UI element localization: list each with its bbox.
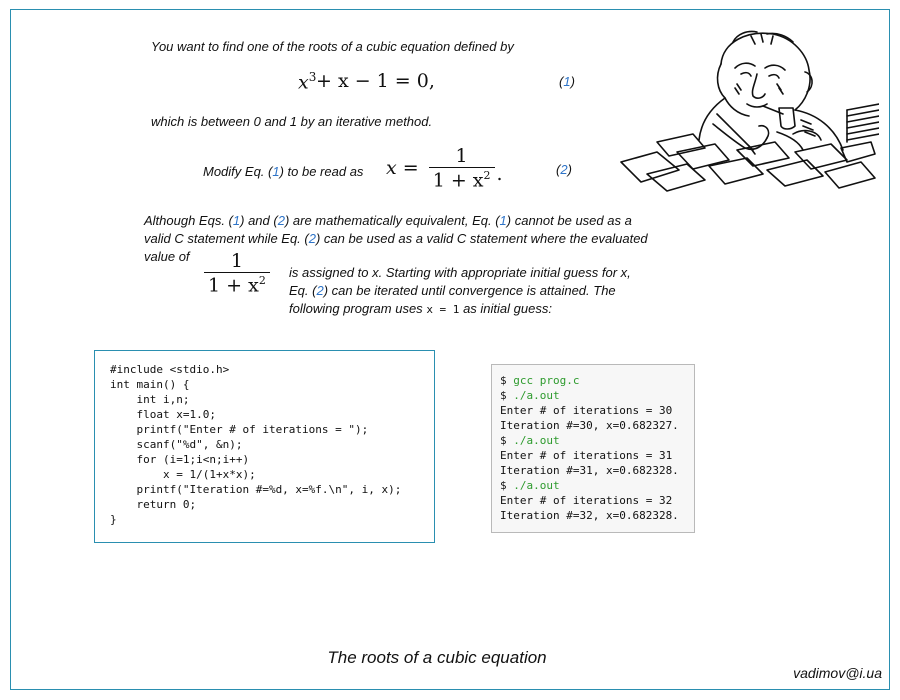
terminal-line bbox=[500, 478, 560, 493]
eq1-exponent: 3 bbox=[308, 70, 317, 84]
eq2-fraction bbox=[429, 145, 495, 191]
terminal-line: Enter # of iterations = 30 bbox=[500, 404, 673, 417]
eq2-numerator: 1 bbox=[455, 145, 468, 167]
equation-1 bbox=[298, 70, 316, 93]
c-source-code: #include <stdio.h> int main() { int i,n; float x=1.0; printf("Enter # of iterations = "); scanf("%d", &n); for (i=1;i<n;i++) x = 1/(1+x*x); printf("Iteration #=%d, x=%f.\n", i, x); return 0; } bbox=[110, 363, 402, 526]
terminal-line bbox=[500, 433, 560, 448]
terminal-prompt: $ bbox=[500, 374, 514, 387]
eq2-lhs: x = bbox=[386, 157, 419, 180]
terminal-prompt: $ bbox=[500, 479, 514, 492]
equation-2-number: (2) bbox=[556, 162, 572, 177]
terminal-line: Iteration #=30, x=0.682327. bbox=[500, 419, 679, 432]
figure-caption: The roots of a cubic equation bbox=[327, 648, 547, 667]
explanation-fraction bbox=[204, 250, 270, 296]
explanation-line-4: is assigned to x. Starting with appropriate initial guess for x, bbox=[289, 265, 631, 280]
terminal-output-box bbox=[491, 364, 695, 533]
initial-guess-code: x = 1 bbox=[426, 303, 460, 316]
terminal-command: gcc prog.c bbox=[513, 374, 580, 387]
explanation-fraction-denominator: $1 + x^2$ bbox=[204, 272, 270, 296]
explanation-line-1: Although Eqs. (1) and (2) are mathematically equivalent, Eq. (1) cannot be used as a bbox=[144, 213, 632, 228]
eq2-denominator: $1 + x^2$ bbox=[429, 167, 495, 191]
c-source-code-box bbox=[94, 350, 435, 543]
terminal-line bbox=[500, 373, 579, 388]
terminal-prompt: $ bbox=[500, 434, 514, 447]
terminal-command: ./a.out bbox=[513, 434, 560, 447]
terminal-line: Iteration #=31, x=0.682328. bbox=[500, 464, 679, 477]
terminal-line: Enter # of iterations = 32 bbox=[500, 494, 673, 507]
explanation-line-6: following program uses x = 1 as initial guess: bbox=[289, 301, 552, 316]
man-writing-with-pipe-illustration bbox=[617, 24, 879, 194]
terminal-command: ./a.out bbox=[513, 389, 560, 402]
explanation-line-3: value of bbox=[144, 249, 190, 264]
eq1-x: x bbox=[298, 71, 309, 94]
modify-text: Modify Eq. (1) to be read as bbox=[203, 164, 364, 179]
author-credit: vadimov@i.ua bbox=[793, 665, 882, 681]
equation-2 bbox=[386, 145, 503, 191]
explanation-line-5: Eq. (2) can be iterated until convergence is attained. The bbox=[289, 283, 616, 298]
explanation-line-2: valid C statement while Eq. (2) can be used as a valid C statement where the evaluated bbox=[144, 231, 648, 246]
explanation-fraction-numerator: 1 bbox=[230, 250, 243, 272]
equation-1-remainder: + x − 1 = 0, bbox=[316, 70, 435, 92]
terminal-prompt: $ bbox=[500, 389, 514, 402]
eq2-tail: . bbox=[496, 163, 503, 186]
terminal-line: Iteration #=32, x=0.682328. bbox=[500, 509, 679, 522]
intro-line-2: which is between 0 and 1 by an iterative method. bbox=[151, 114, 433, 129]
terminal-command: ./a.out bbox=[513, 479, 560, 492]
intro-line-1: You want to find one of the roots of a cubic equation defined by bbox=[151, 39, 514, 54]
terminal-line: Enter # of iterations = 31 bbox=[500, 449, 673, 462]
terminal-line bbox=[500, 388, 560, 403]
equation-1-number: (1) bbox=[559, 74, 575, 89]
